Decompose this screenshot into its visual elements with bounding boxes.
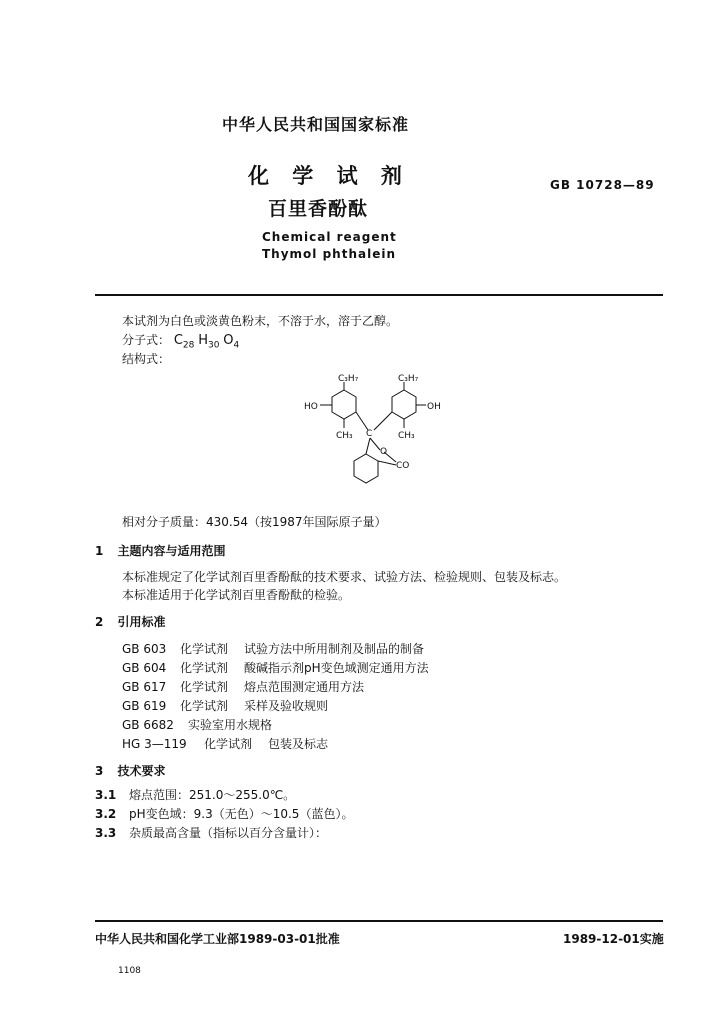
carbonyl-label: CO [396,461,410,471]
hydroxy-label-left: HO [304,402,318,412]
oxygen-label: O [380,447,388,457]
title-english: Chemical reagent [262,230,397,244]
section-1-heading: 1 主题内容与适用范围 [95,544,226,558]
section-1-paragraph-2: 本标准适用于化学试剂百里香酚酞的检验。 [122,588,351,602]
reagent-description: 本试剂为白色或淡黄色粉末，不溶于水，溶于乙醇。 [122,314,399,328]
formula-label: 分子式： [122,333,171,347]
molecular-formula: 分子式： $C_{28}$ $H_{30}$ $O_4$ [122,333,240,351]
requirement-item: 3.1 熔点范围：251.0～255.0℃。 [95,788,296,802]
reference-item: GB 619 化学试剂 采样及验收规则 [122,699,329,713]
bottom-benzene-ring [354,454,378,483]
subtitle-english: Thymol phthalein [262,247,397,261]
hydroxy-label-right: OH [427,402,441,412]
molecular-weight: 相对分子质量：430.54（按1987年国际原子量） [122,515,387,529]
issuing-organization: 中华人民共和国国家标准 [222,115,410,134]
methyl-label-right: CH₃ [398,431,415,441]
reference-item: GB 6682 实验室用水规格 [122,718,273,732]
central-carbon-label: C [366,429,373,439]
reference-item: HG 3—119 化学试剂 包装及标志 [122,737,329,751]
referenced-standards-list [122,640,429,754]
propyl-label-left: C₃H₇ [338,374,359,384]
page-number: 1108 [118,966,141,976]
standard-number: GB 10728—89 [550,178,655,192]
reference-item: GB 603 化学试剂 试验方法中所用制剂及制品的制备 [122,642,425,656]
left-benzene-ring [332,390,356,419]
structural-formula [300,372,460,494]
footer-divider [95,920,663,922]
implementation-date: 1989-12-01实施 [563,932,664,946]
propyl-label-right: C₃H₇ [398,374,419,384]
title-chinese: 化 学 试 剂 [248,164,410,188]
section-2-heading: 2 引用标准 [95,615,166,629]
approval-statement: 中华人民共和国化学工业部1989-03-01批准 [95,932,340,946]
reference-item: GB 617 化学试剂 熔点范围测定通用方法 [122,680,365,694]
requirement-item: 3.3 杂质最高含量（指标以百分含量计）： [95,826,328,840]
header-divider [95,294,663,296]
requirement-item: 3.2 pH变色域：9.3（无色）～10.5（蓝色）。 [95,807,354,821]
right-benzene-ring [392,390,416,419]
reference-item: GB 604 化学试剂 酸碱指示剂pH变色域测定通用方法 [122,661,429,675]
technical-requirements-list [95,786,353,843]
methyl-label-left: CH₃ [336,431,353,441]
structure-label: 结构式： [122,352,171,366]
subtitle-chinese: 百里香酚酞 [268,198,369,220]
section-3-heading: 3 技术要求 [95,764,166,778]
section-1-paragraph-1: 本标准规定了化学试剂百里香酚酞的技术要求、试验方法、检验规则、包装及标志。 [122,570,567,584]
